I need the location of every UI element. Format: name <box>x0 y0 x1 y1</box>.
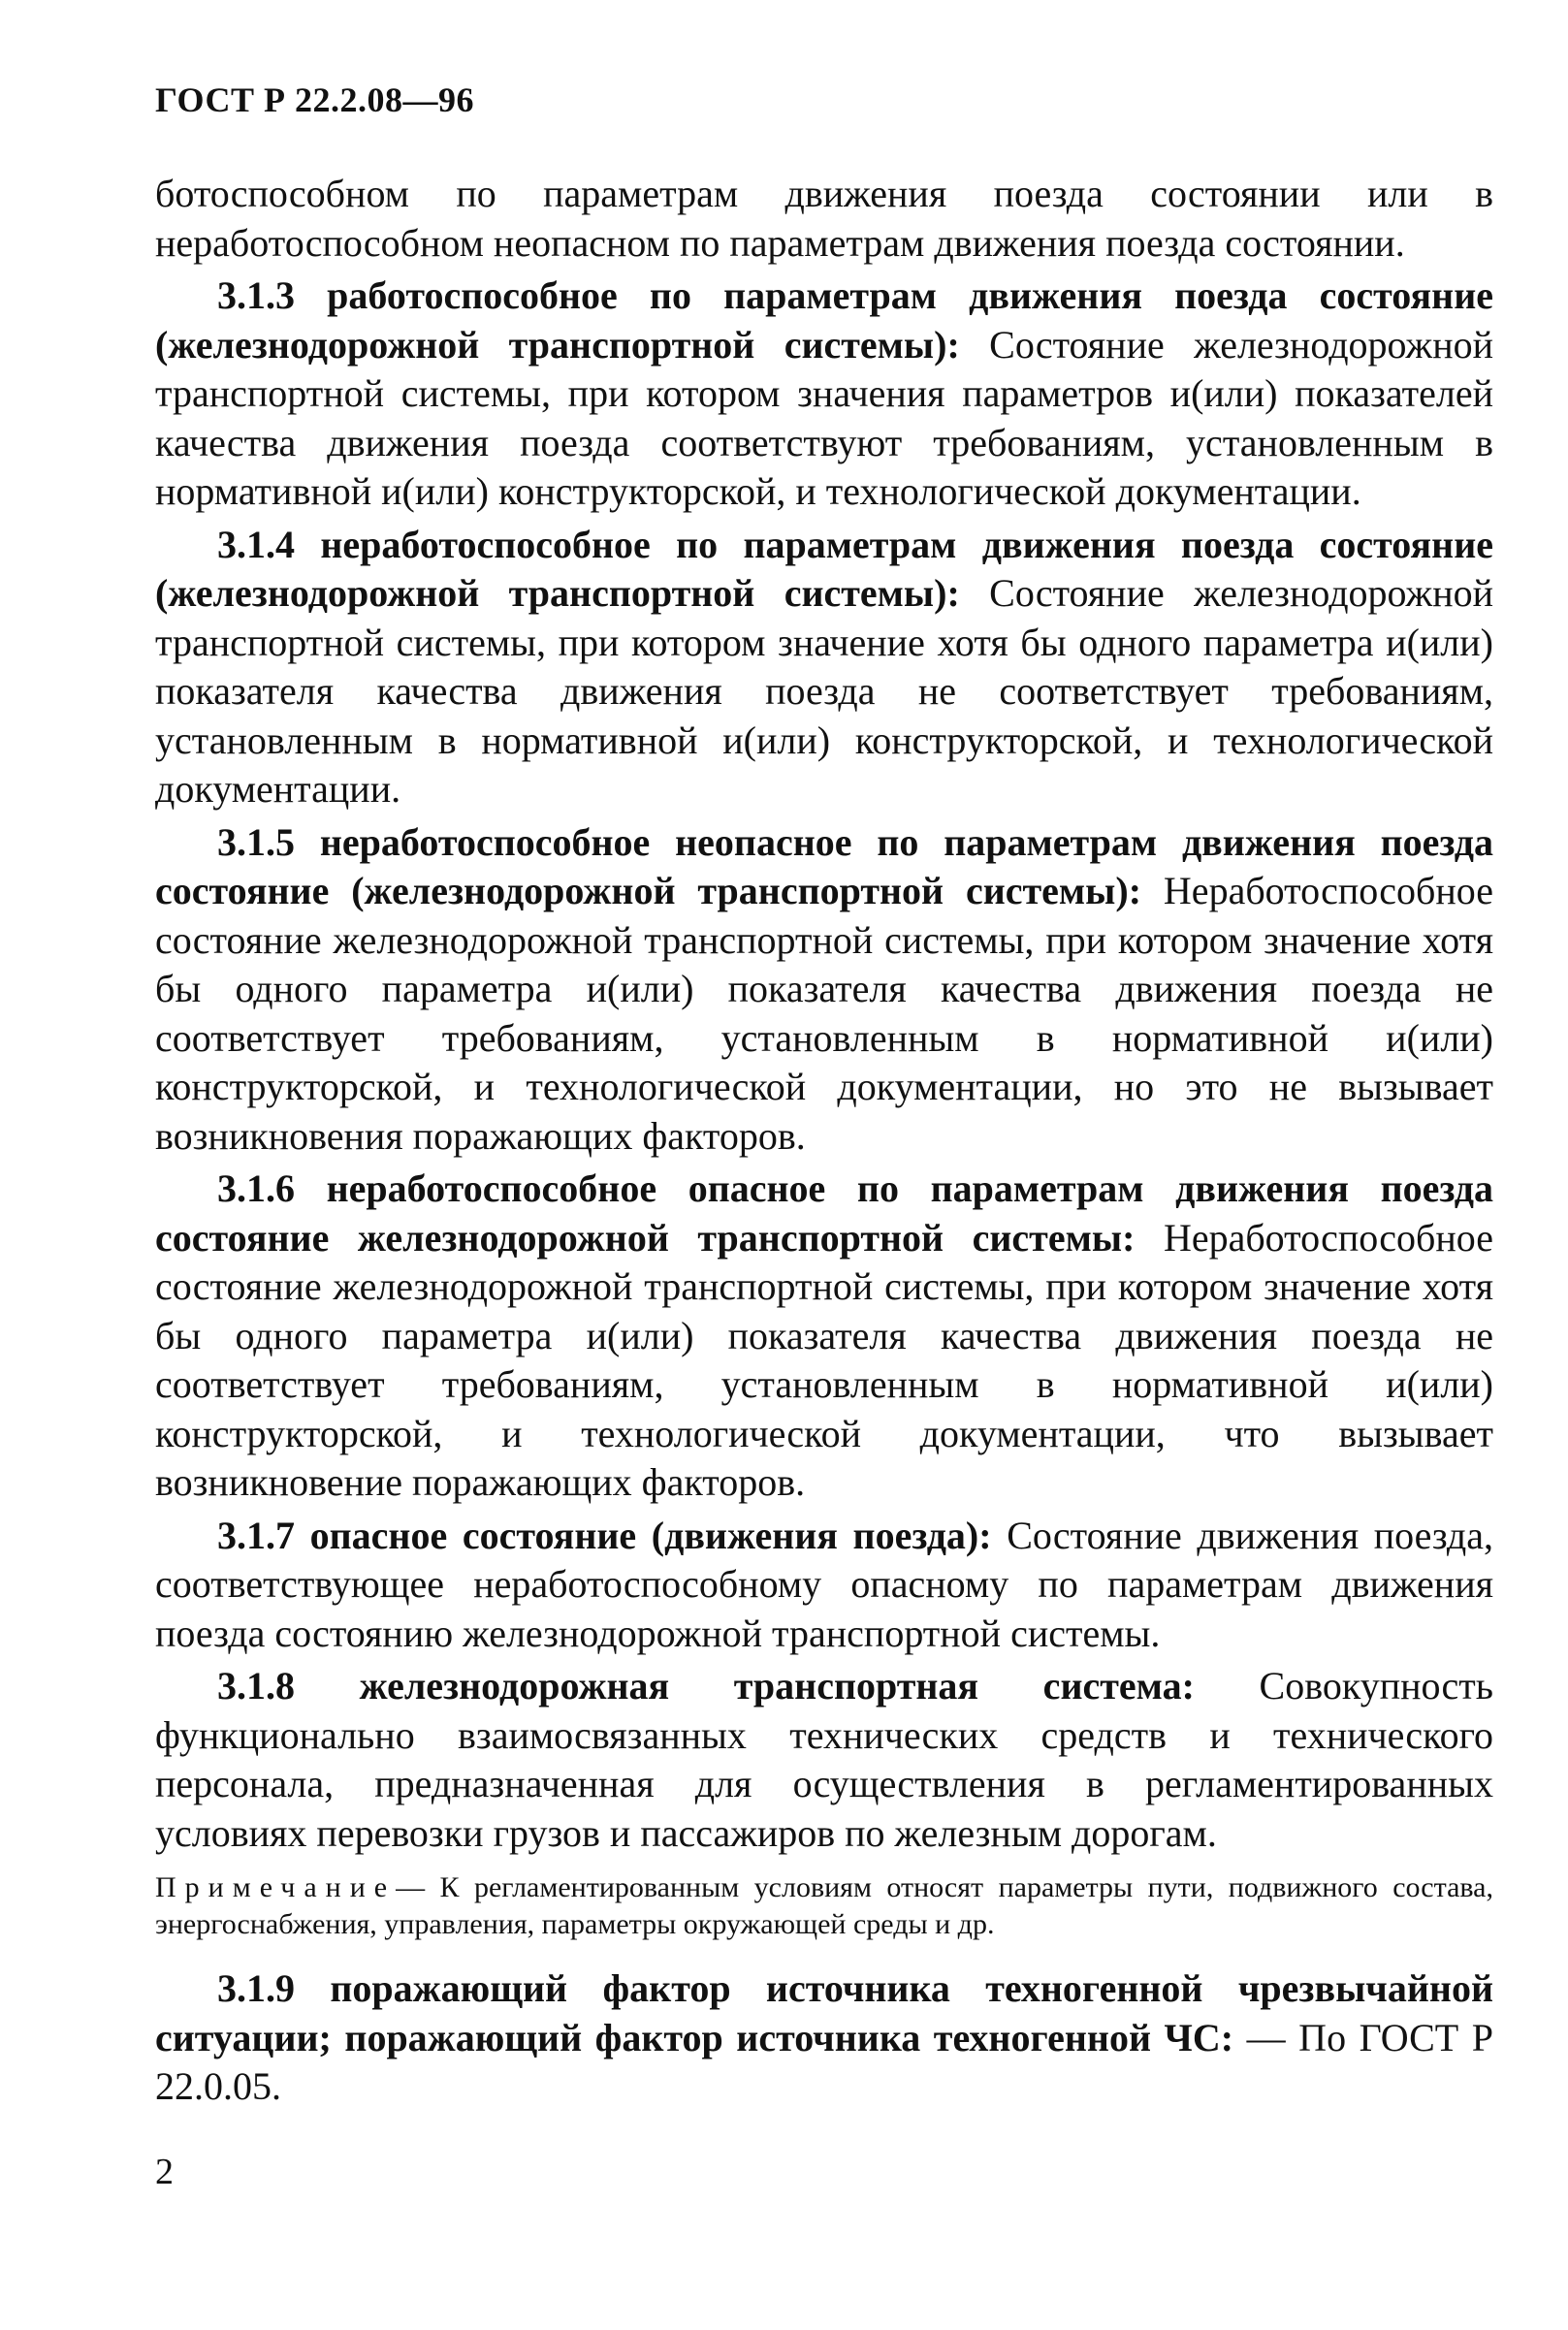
note-label: Примечание <box>155 1871 397 1903</box>
term-definition: Состояние движения поезда, соответствующее неработоспособному опасному по параметрам движения поезда состоянию железнодорожной транспортной системы. <box>155 1513 1494 1655</box>
term-title: работоспособное по параметрам движения поезда состояние (железнодорожной транспортной системы): <box>155 273 1494 367</box>
term-number: 3.1.4 <box>217 522 295 566</box>
document-body <box>155 170 1493 2116</box>
term-item-3-1-4 <box>155 521 1493 814</box>
document-header: ГОСТ Р 22.2.08—96 <box>155 80 474 119</box>
term-number: 3.1.8 <box>217 1664 295 1708</box>
term-title: неработоспособное опасное по параметрам движения поезда состояние железнодорожной транспортной системы: <box>155 1166 1493 1260</box>
term-item-3-1-6 <box>155 1165 1493 1508</box>
term-definition: Совокупность функционально взаимосвязанных технических средств и технического персонала, предназначенная для осуществления в регламентированных условиях перевозки грузов и пассажиров по железным дорогам. <box>155 1664 1493 1855</box>
term-definition: — По ГОСТ Р 22.0.05. <box>155 2015 1494 2108</box>
term-number: 3.1.7 <box>217 1513 295 1557</box>
term-title: железнодорожная транспортная система: <box>359 1664 1195 1708</box>
term-item-3-1-5 <box>155 818 1493 1162</box>
term-item-3-1-8 <box>155 1662 1493 1858</box>
term-definition: Состояние железнодорожной транспортной системы, при котором значение хотя бы одного параметра и(или) показателя качества движения поезда не соответствует требованиям, установленным в нормативной и(или) конструкторской, и технологической документации. <box>155 571 1494 811</box>
term-title: неработоспособное по параметрам движения поезда состояние (железнодорожной транспортной системы): <box>155 522 1493 615</box>
term-number: 3.1.6 <box>217 1166 295 1210</box>
page-number: 2 <box>155 2152 174 2192</box>
term-title: поражающий фактор источника техногенной чрезвычайной ситуации; поражающий фактор источника техногенной ЧС: <box>155 1966 1494 2059</box>
term-item-3-1-3 <box>155 271 1493 517</box>
term-definition: Неработоспособное состояние железнодорожной транспортной системы, при котором значение хотя бы одного параметра и(или) показателя качества движения поезда не соответствует требованиям, установленным в нормативной и(или) конструкторской, и технологической документации, но это не вызывает возникновения поражающих факторов. <box>155 869 1493 1158</box>
term-title: неработоспособное неопасное по параметрам движения поезда состояние (железнодорожной транспортной системы): <box>155 819 1494 912</box>
note-text: — К регламентированным условиям относят параметры пути, подвижного состава, энергоснабжения, управления, параметры окружающей среды и др. <box>155 1871 1493 1940</box>
term-item-3-1-9 <box>155 1964 1493 2112</box>
intro-paragraph: ботоспособном по параметрам движения поезда состоянии или в неработоспособном неопасном по параметрам движения поезда состоянии. <box>155 172 1493 265</box>
term-title: опасное состояние (движения поезда): <box>309 1513 992 1557</box>
term-number: 3.1.9 <box>217 1966 295 2010</box>
term-number: 3.1.5 <box>217 819 295 864</box>
term-definition: Неработоспособное состояние железнодорожной транспортной системы, при котором значение хотя бы одного параметра и(или) показателя качества движения поезда не соответствует требованиям, установленным в нормативной и(или) конструкторской, и технологической документации, что вызывает возникновение поражающих факторов. <box>155 1215 1494 1504</box>
note-paragraph <box>155 1869 1493 1943</box>
term-number: 3.1.3 <box>217 273 295 317</box>
term-item-3-1-7 <box>155 1512 1493 1659</box>
term-definition: Состояние железнодорожной транспортной системы, при котором значения параметров и(или) показателей качества движения поезда соответствуют требованиям, установленным в нормативной и(или) конструкторской, и технологической документации. <box>155 322 1494 513</box>
